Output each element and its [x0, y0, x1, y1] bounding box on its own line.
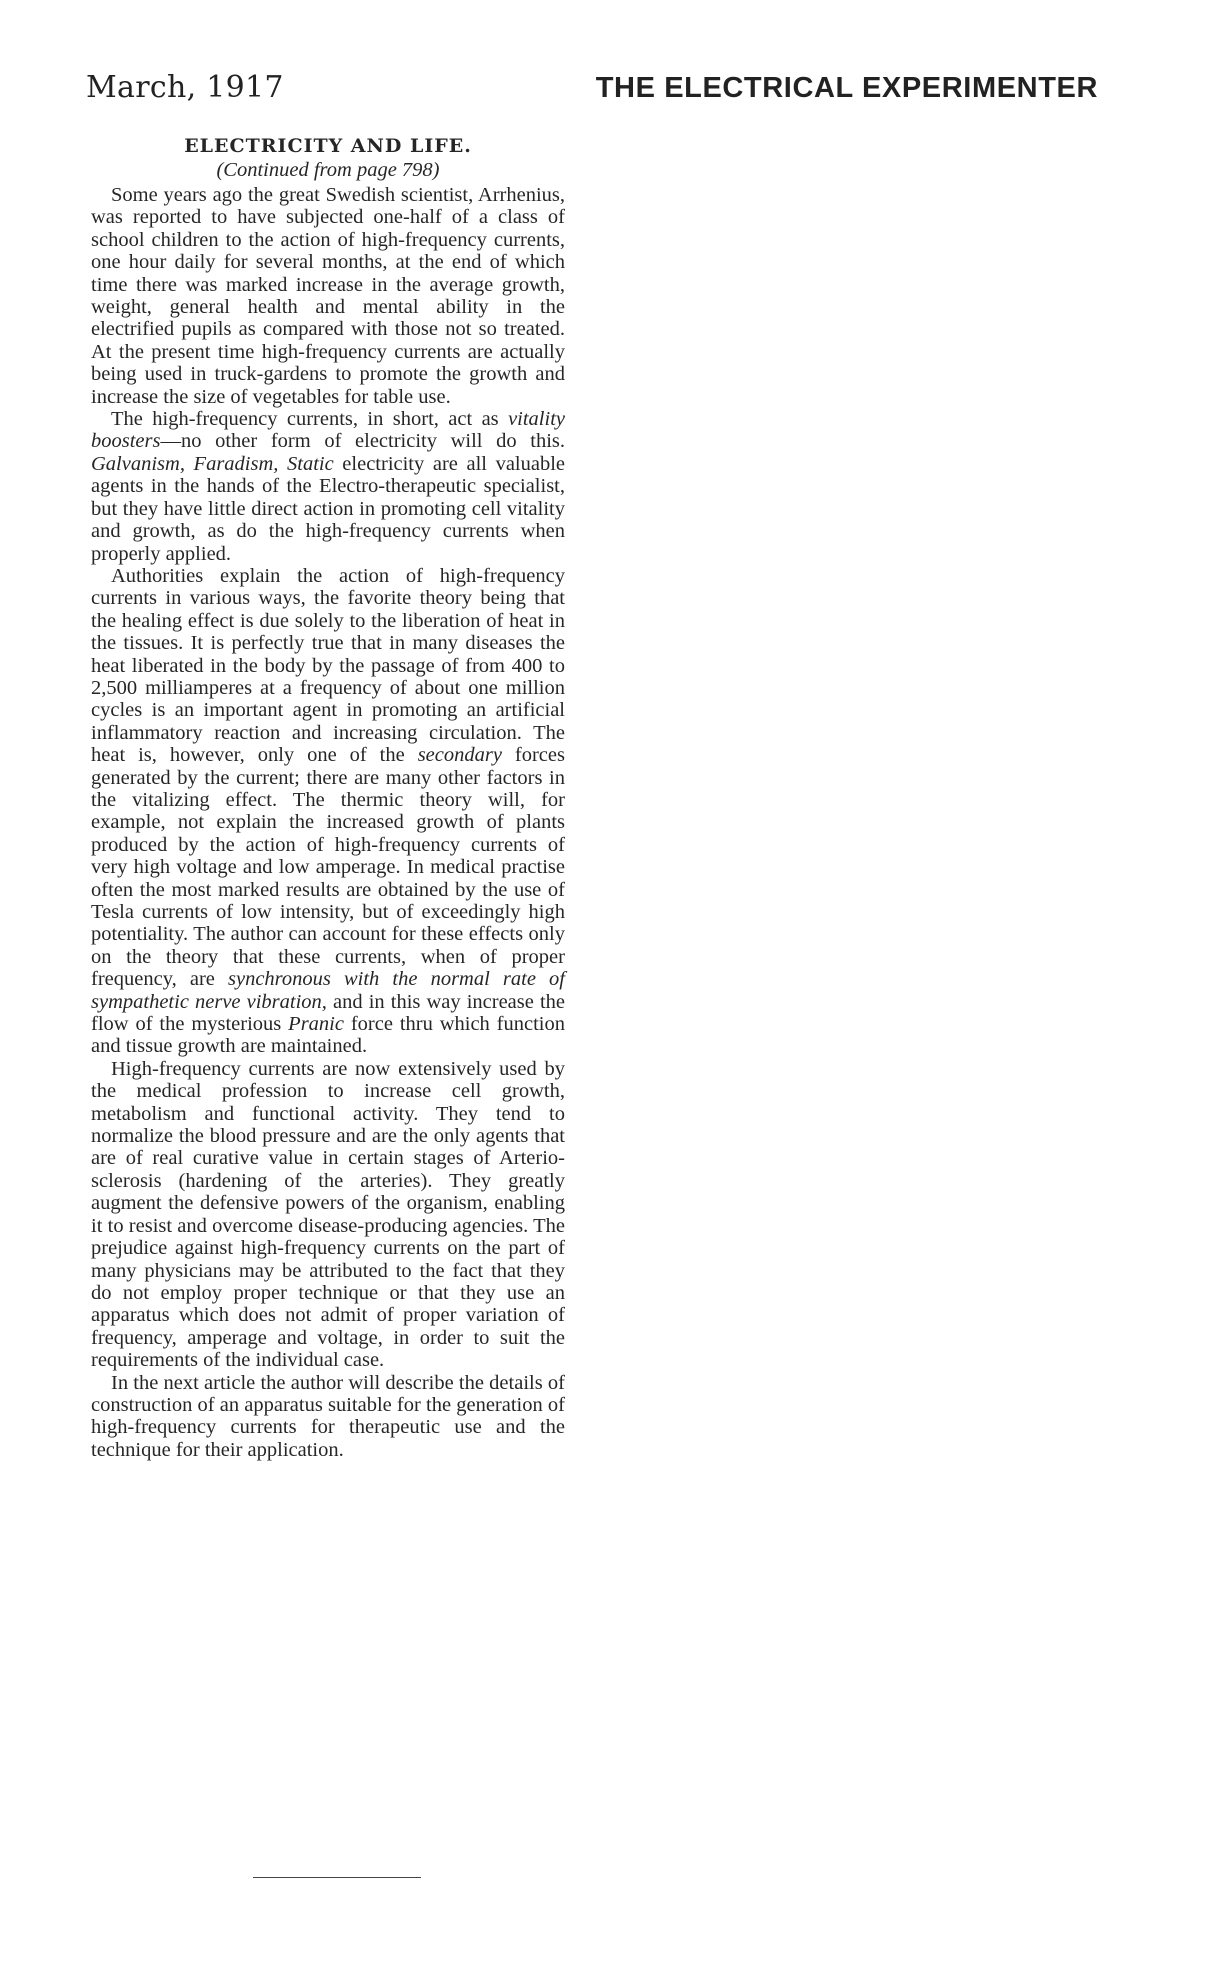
article-column	[91, 132, 565, 1461]
p3-text-g: force thru which function and tissue growth are maintained.	[91, 1013, 565, 1058]
continued-note: (Continued from page 798)	[216, 159, 440, 181]
p3-emphasis-synchronous: synchronous with the normal rate of sympathetic nerve vibration,	[91, 968, 565, 1013]
article-title: ELECTRICITY AND LIFE.	[184, 135, 472, 157]
paragraph-5: In the next article the author will describe the details of construction of an apparatus suitable for the generation of high-frequency currents for therapeutic use and the technique for their application.	[91, 1371, 565, 1461]
paragraph-3	[91, 565, 565, 1058]
p3-text-e: and in this way increase the flow of the mysterious	[91, 990, 565, 1036]
p2-text-a: The high-frequency currents, in short, act as	[111, 408, 509, 431]
p2-emphasis-vitality: vitality boosters	[91, 408, 565, 453]
page-date: March, 1917	[86, 70, 284, 105]
p3-emphasis-pranic: Pranic	[288, 1013, 344, 1036]
p2-text-e: electricity are all valuable agents in the hands of the Electro-therapeutic specialist, but they have little direct action in promoting cell vitality and growth, as do the high-frequency currents when properly applied.	[91, 452, 566, 565]
paragraph-4: High-frequency currents are now extensively used by the medical profession to increase cell growth, metabolism and functional activity. They tend to normalize the blood pressure and are the only agents that are of real curative value in certain stages of Arterio-sclerosis (hardening of the arteries). They greatly augment the defensive powers of the organism, enabling it to resist and overcome disease-producing agencies. The prejudice against high-frequency currents on the part of many physicians may be attributed to the fact that they do not employ proper technique or that they use an apparatus which does not admit of proper variation of frequency, amperage and voltage, in order to suit the requirements of the individual case.	[91, 1057, 565, 1372]
p2-text-c: —no other form of electricity will do this.	[160, 430, 565, 453]
p3-text-c: forces generated by the current; there are many other factors in the vitalizing effect. The thermic theory will, for example, not explain the increased growth of plants produced by the action of high-frequency currents of very high voltage and low amperage. In medical practise often the most marked results are obtained by the use of Tesla currents of low intensity, but of exceedingly high potentiality. The author can account for these effects only on the theory that these currents, when of proper frequency, are	[91, 744, 565, 991]
p3-text-a: Authorities explain the action of high-frequency currents in various ways, the favorite theory being that the healing effect is due solely to the liberation of heat in the tissues. It is perfectly true that in many diseases the heat liberated in the body by the passage of from 400 to 2,500 milliamperes at a frequency of about one million cycles is an important agent in promoting an artificial inflammatory reaction and increasing circulation. The heat is, however, only one of the	[91, 564, 565, 767]
p2-emphasis-galvanism: Galvanism, Faradism, Static	[91, 452, 334, 475]
p3-emphasis-secondary: secondary	[417, 744, 502, 767]
publication-title: THE ELECTRICAL EXPERIMENTER	[595, 72, 1098, 104]
article-end-rule	[253, 1877, 421, 1878]
paragraph-1: Some years ago the great Swedish scientist, Arrhenius, was reported to have subjected one-half of a class of school children to the action of high-frequency currents, one hour daily for several months, at the end of which time there was marked increase in the average growth, weight, general health and mental ability in the electrified pupils as compared with those not so treated. At the present time high-frequency currents are actually being used in truck-gardens to promote the growth and increase the size of vegetables for table use.	[91, 184, 565, 408]
paragraph-2	[91, 408, 565, 565]
